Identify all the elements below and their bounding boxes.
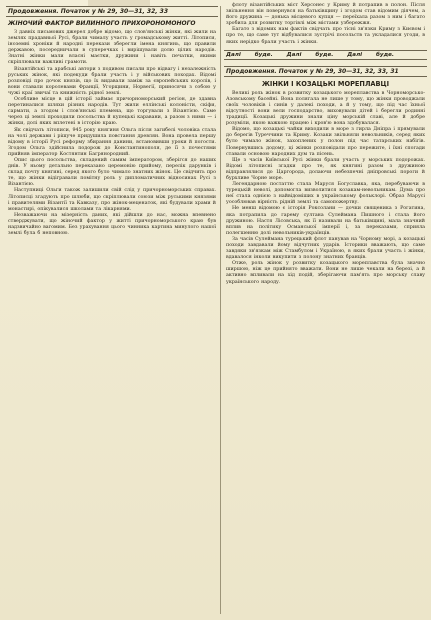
right-column	[224, 0, 427, 616]
article-title: ЖІНКИ І КОЗАЦЬКІ МОРЕПЛАВЦІ	[261, 79, 390, 88]
paragraph: Як свідчать літописи, 945 року княгиня Ольга після загибелі чоловіка стала на чолі держави і рішуче придушила повстання древлян. Вона провела першу відому в історії Русі реформу збирання данини, встановивши уроки й погости. Згодом Ольга здійснила подорож до Константинополя, де її з почестями прийняв імператор Костянтин Багрянородний.	[8, 127, 216, 157]
paragraph: Легендарною постаттю стала Маруся Богуславка, яка, перебуваючи в турецькій неволі, допомогла визволитися козакам-невольникам. Дума про неї стала однією з найвідоміших в українському фольклорі. Образ Марусі уособлював вірність рідній землі та самопожертву.	[226, 182, 425, 206]
paragraph: Великі роль жінок в розвитку козацького мореплавства в Чорноморсько-Азовському басейні. Вона полягала не лише у тому, що жінки проводжали своїх чоловіків і синів у далекі походи, а й у тому, що під час їхньої відсутності вони вели господарство, виховували дітей і берегли родинні традиції. Козацькі дружини знали ціну морській славі, але й добре розуміли, якою важкою працею і кров'ю вона здобувалася.	[226, 90, 425, 127]
section-title: ЖІНОЧИЙ ФАКТОР ВИЛИННОГО ПРИХОРОНОМОНОГО	[8, 20, 196, 27]
to-be-continued: Далі буде. Далі буде. Далі буде.	[224, 50, 427, 60]
article-body-left	[8, 30, 216, 237]
article-top-right	[226, 3, 425, 46]
paragraph: Незважаючи на мізерність даних, які дійшли до нас, можна впевнено стверджувати, що жіночий фактор у житті причорноморського краю був надзвичайно вагомим. Без урахування цього чинника картина минулого нашої землі була б неповною.	[8, 212, 216, 237]
paragraph: Особливе місце в цій історії займає причорноморський регіон, де здавна перетиналися шляхи різних народів. Тут жили еллінські колоністи, скіфи, сармати, а згодом і слов'янські племена, що торгували з Візантією. Саме через ці землі проходили посольства й купецькі каравани, а разом з ними — і жінки, долі яких вплетені в історію краю.	[8, 97, 216, 127]
paragraph: Відомо, що козацькі чайки виходили в море з гирла Дніпра і прямували до берегів Туреччини та Криму. Козаки звільняли невольників, серед яких було чимало жінок, захоплених у полон під час татарських набігів. Повернувшись додому, ці жінки розповідали про пережите, і їхні спогади ставали основою народних дум та пісень.	[226, 127, 425, 157]
paragraph: Отже, роль жінок у розвитку козацького мореплавства була значно ширшою, ніж це прийнято вважати. Вони не лише чекали на березі, а й активно впливали на хід подій, зберігаючи пам'ять про морську славу українського народу.	[226, 261, 425, 285]
left-column	[6, 0, 218, 616]
paragraph: Ще з часів Київської Русі жінки брали участь у морських подорожах. Відомі літописні згадки про те, як княгині разом з дружиною відправлялися до Царгорода, долаючи небезпечні дніпровські пороги й бурхливе Чорне море.	[226, 157, 425, 181]
paragraph: флоту візантійських міст Херсонес у Криму й потрапив в полон. Після звільнення він повернувся на батьківщину і згодом став відомим діячем, а його дружина — донька місцевого купця — переїхала разом з ним і багато зробила для розвитку торгівлі між містами узбережжя.	[226, 3, 425, 27]
continuation-header-right: Продовження. Початок у № 29, 30—31, 32, 33, 31	[224, 66, 427, 77]
paragraph: Наступниці Ольги також залишили свій слід у причорноморських справах. Літописці згадують про шлюби, що скріплювали союзи між руськими князями і правителями Візантії та Кавказу, про жінок-меценаток, які будували храми й монастирі, опікувалися школами та лікарнями.	[8, 188, 216, 212]
paragraph: Не менш відомою є історія Роксолани — дочки священика з Рогатина, яка потрапила до гарему султана Сулеймана Пишного і стала його дружиною. Настя Лісовська, як її називали на батьківщині, мала значний вплив на політику Османської імперії і, за переказами, сприяла полегшенню долі невольників-українців.	[226, 206, 425, 236]
paragraph: З давніх письмових джерел добре відомо, що слов'янські жінки, які жили на землях прадавньої Русі, брали чималу участь у громадському житті. Літописи, іноземні хроніки й народні перекази зберегли імена княгинь, що правили державою, посередничали в суперечках і вирішували долю цілих народів. Знатні жінки мали власні маєтки, дружини і навіть печатки, якими скріплювали важливі грамоти.	[8, 30, 216, 66]
paragraph: За часів Сулеймана турецький флот панував на Чорному морі, а козацькі походи завдавали йому відчутних ударів. Історики вважають, що саме завдяки зв'язкам між Стамбулом і Україною, в яких брали участь і жінки, вдавалося інколи викупити з полону знатних бранців.	[226, 236, 425, 261]
column-divider	[220, 6, 221, 614]
continuation-header-left: Продовження. Початок у № 29, 30—31, 32, 33	[6, 6, 218, 17]
paragraph: Опис цього посольства, складений самим імператором, зберігся до наших днів. У ньому детально переказано церемонію прийому, перелік дарунків і склад почту княгині, серед якого було чимало знатних жінок. Це свідчить про те, що жінки відігравали помітну роль у дипломатичних відносинах Русі з Візантією.	[8, 157, 216, 188]
paragraph: Візантійські та арабські автори з подивом писали про відвагу і незалежність руських жінок, які подекуди брали участь і у військових походах. Відомі розповіді про дочок князів, що їх видавали заміж за європейських королів, і вони ставали королевами Франції, Угорщини, Норвегії, приносячи з собою у чужі краї звичаї та книжність рідної землі.	[8, 66, 216, 96]
article-body-right	[226, 91, 425, 286]
paragraph: Багато з відомих нам фактів свідчать про тісні зв'язки Криму з Києвом і про те, що саме тут відбувалися зустрічі посольств та укладалися угоди, в яких нерідко брали участь і жінки.	[226, 27, 425, 45]
